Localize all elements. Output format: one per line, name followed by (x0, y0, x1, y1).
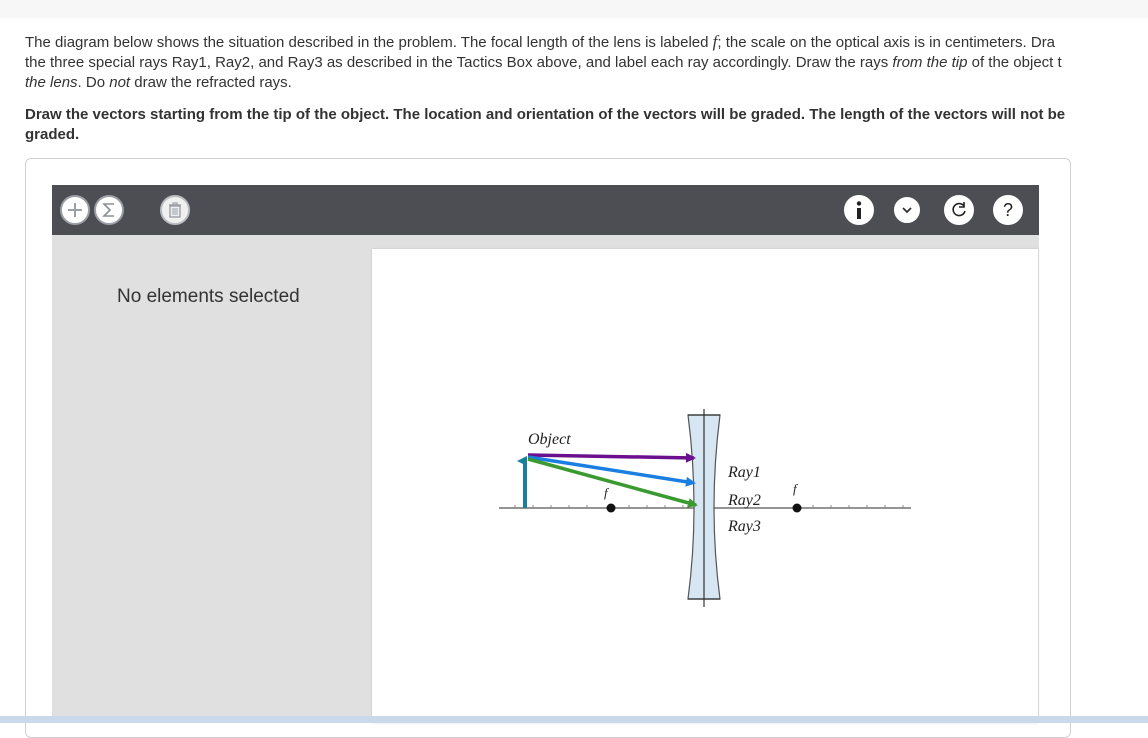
sigma-icon (100, 201, 118, 219)
bottom-scroll-strip (0, 716, 1148, 723)
expand-button[interactable] (894, 197, 920, 223)
grading-note (25, 105, 1148, 145)
instructions-line-2: the three special rays Ray1, Ray2, and Ray3 as described in the Tactics Box above, and label each ray accordingly. Draw the rays from the tip of the object t (25, 54, 1062, 71)
reset-button[interactable] (944, 195, 974, 225)
chevron-down-icon (901, 205, 913, 215)
help-button[interactable] (993, 195, 1023, 225)
focal-label-right: f (793, 481, 797, 496)
help-icon (999, 200, 1017, 220)
instructions-line-1: The diagram below shows the situation described in the problem. The focal length of the lens is labeled f; the scale on the optical axis is in centimeters. Dra (25, 32, 1056, 51)
delete-button[interactable] (160, 195, 190, 225)
ray2-label: Ray2 (728, 492, 761, 509)
object-label: Object (528, 431, 571, 448)
instructions-line-3: the lens. Do not draw the refracted rays. (25, 74, 292, 91)
instructions-text (25, 32, 1148, 93)
ray3-vector[interactable] (528, 459, 696, 505)
properties-panel (52, 235, 365, 723)
ray1-label: Ray1 (728, 464, 761, 481)
svg-text:?: ? (1002, 200, 1014, 220)
info-icon (850, 200, 868, 220)
selection-status: No elements selected (117, 286, 300, 307)
focal-length-symbol: f (712, 32, 718, 51)
focal-label-left: f (604, 485, 608, 500)
drawing-toolbar (52, 185, 1039, 235)
focal-point-right (793, 504, 802, 513)
optics-diagram (372, 249, 1038, 723)
ray1-vector[interactable] (528, 455, 694, 458)
trash-icon (166, 201, 184, 219)
ray2-vector[interactable] (528, 457, 694, 483)
plus-icon (66, 201, 84, 219)
ray3-label: Ray3 (728, 518, 761, 535)
top-bar (0, 0, 1148, 18)
add-button[interactable] (60, 195, 90, 225)
sigma-button[interactable] (94, 195, 124, 225)
focal-point-left (607, 504, 616, 513)
grading-note-line-1: Draw the vectors starting from the tip of the object. The location and orientation of the vectors will be graded. The length of the vectors will not be (25, 106, 1066, 123)
grading-note-line-2: graded. (25, 126, 80, 143)
reset-icon (949, 200, 969, 220)
drawing-canvas[interactable] (372, 249, 1038, 723)
info-button[interactable] (844, 195, 874, 225)
